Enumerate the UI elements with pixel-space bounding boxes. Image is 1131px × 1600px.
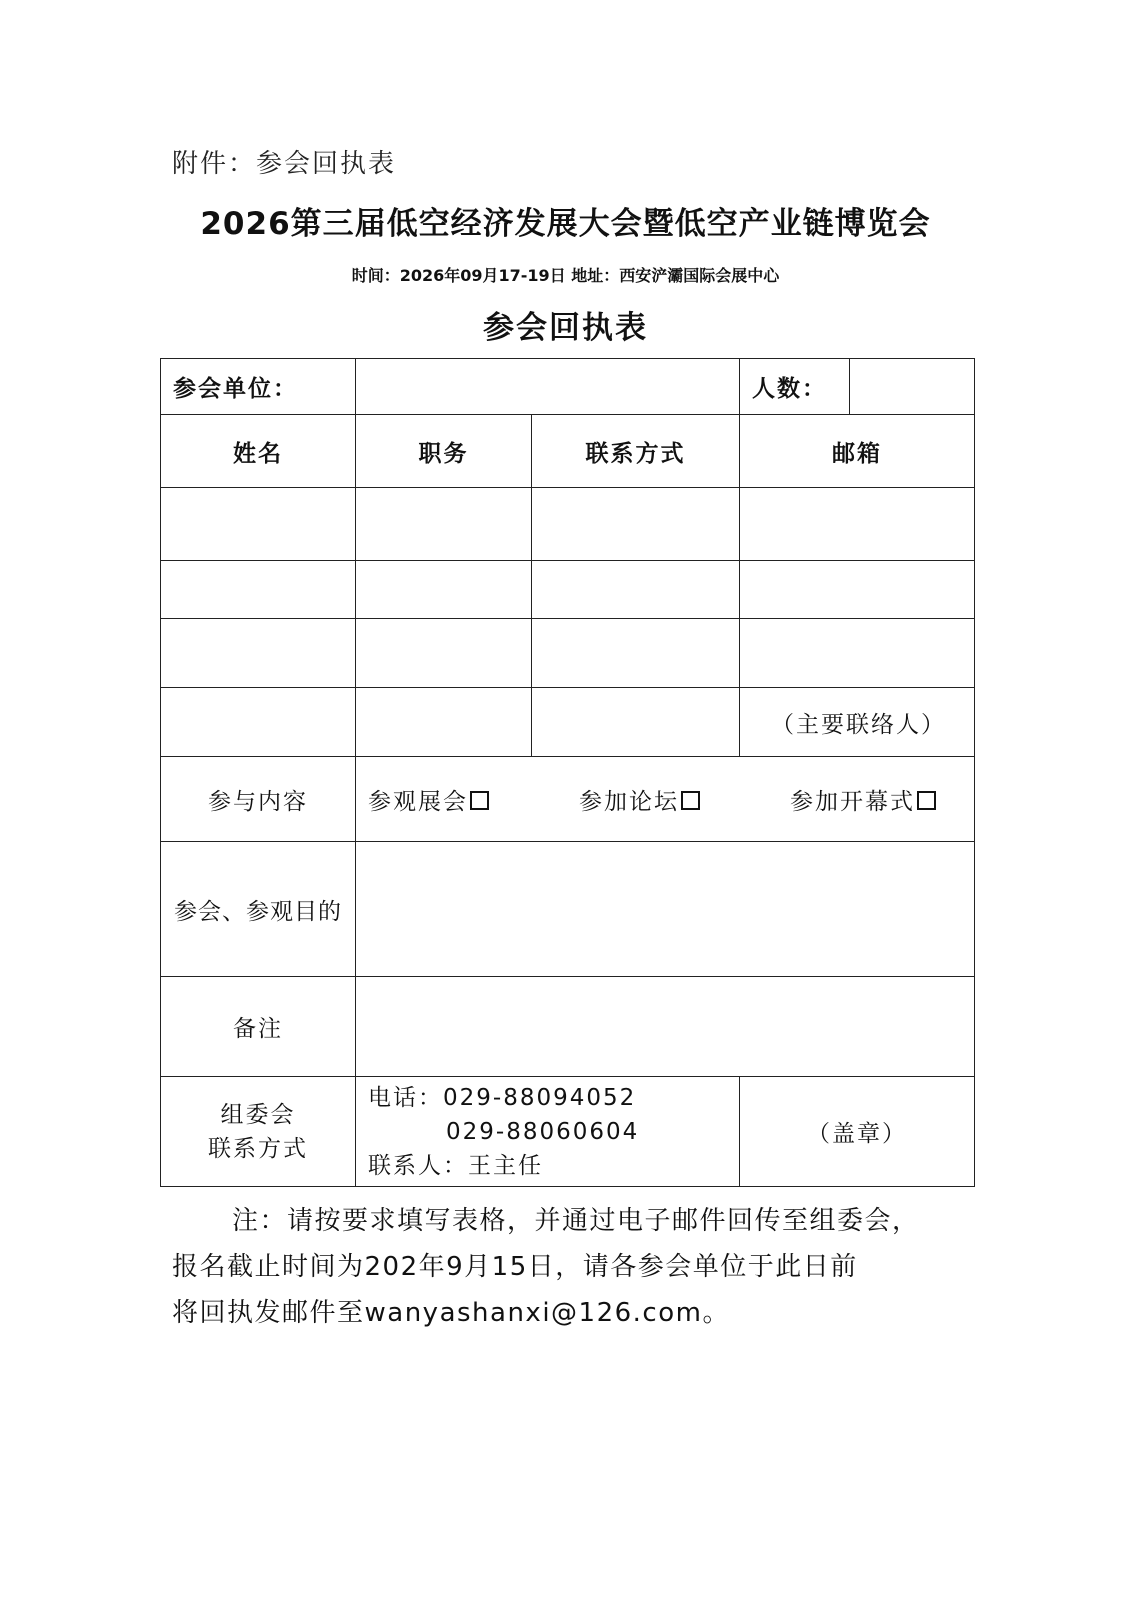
checkbox-icon[interactable] [470,791,489,810]
attendee-position-cell[interactable] [356,619,532,688]
unit-row [161,359,975,415]
participation-row [161,757,975,842]
attendee-email-cell[interactable] [740,561,975,619]
footer-note-line-3: 将回执发邮件至wanyashanxi@126.com。 [172,1298,730,1328]
attendee-row-main-contact [161,688,975,757]
column-header-position: 职务 [356,415,532,488]
option-visit-exhibition[interactable] [368,783,489,816]
phone-label: 电话： [368,1084,443,1111]
organizer-row [161,1077,975,1187]
footer-note-line-2: 报名截止时间为202年9月15日，请各参会单位于此日前 [172,1252,858,1282]
purpose-row [161,842,975,977]
column-header-email: 邮箱 [740,415,975,488]
option-opening-ceremony-label: 参加开幕式 [790,788,915,815]
footer-note [172,1198,962,1336]
option-opening-ceremony[interactable] [790,783,936,816]
attendee-email-cell[interactable] [740,619,975,688]
attendee-name-cell[interactable] [161,488,356,561]
participation-label: 参与内容 [161,757,356,842]
organizer-label-line-1: 组委会 [220,1101,296,1128]
attendee-contact-cell[interactable] [532,688,740,757]
checkbox-icon[interactable] [917,791,936,810]
count-label: 人数： [740,359,850,415]
organizer-label-line-2: 联系方式 [208,1135,308,1162]
remarks-row [161,977,975,1077]
remarks-label: 备注 [161,977,356,1077]
contact-person: 联系人：王主任 [368,1152,543,1179]
phone-number-2: 029-88060604 [446,1118,640,1145]
page-title: 2026第三届低空经济发展大会暨低空产业链博览会 [200,206,931,242]
stamp-area: （盖章） [740,1077,975,1187]
footer-note-line-1: 注：请按要求填写表格，并通过电子邮件回传至组委会， [232,1206,920,1236]
attendee-position-cell[interactable] [356,561,532,619]
main-contact-note: （主要联络人） [740,688,975,757]
attendee-position-cell[interactable] [356,688,532,757]
attendee-email-cell[interactable] [740,488,975,561]
attendee-name-cell[interactable] [161,561,356,619]
column-header-row [161,415,975,488]
remarks-input-cell[interactable] [356,977,975,1077]
unit-input-cell[interactable] [356,359,740,415]
organizer-label [161,1077,356,1187]
checkbox-icon[interactable] [681,791,700,810]
attendee-contact-cell[interactable] [532,488,740,561]
attendee-row [161,561,975,619]
count-input-cell[interactable] [850,359,975,415]
phone-number-1: 029-88094052 [443,1084,637,1111]
column-header-name: 姓名 [161,415,356,488]
attendee-contact-cell[interactable] [532,561,740,619]
participation-options [356,757,975,842]
attendee-name-cell[interactable] [161,619,356,688]
option-visit-exhibition-label: 参观展会 [368,788,468,815]
attendee-contact-cell[interactable] [532,619,740,688]
purpose-label: 参会、参观目的 [161,842,356,977]
attendee-name-cell[interactable] [161,688,356,757]
attendee-row [161,488,975,561]
attendee-position-cell[interactable] [356,488,532,561]
attachment-label: 附件：参会回执表 [172,149,397,179]
attendee-row [161,619,975,688]
form-title: 参会回执表 [483,310,648,346]
unit-label: 参会单位： [161,359,356,415]
organizer-contact-info [356,1077,740,1187]
option-join-forum-label: 参加论坛 [579,788,679,815]
purpose-input-cell[interactable] [356,842,975,977]
event-time-location: 时间：2026年09月17-19日 地址：西安浐灞国际会展中心 [351,266,780,285]
column-header-contact: 联系方式 [532,415,740,488]
registration-form-table [160,358,975,1187]
option-join-forum[interactable] [579,783,700,816]
